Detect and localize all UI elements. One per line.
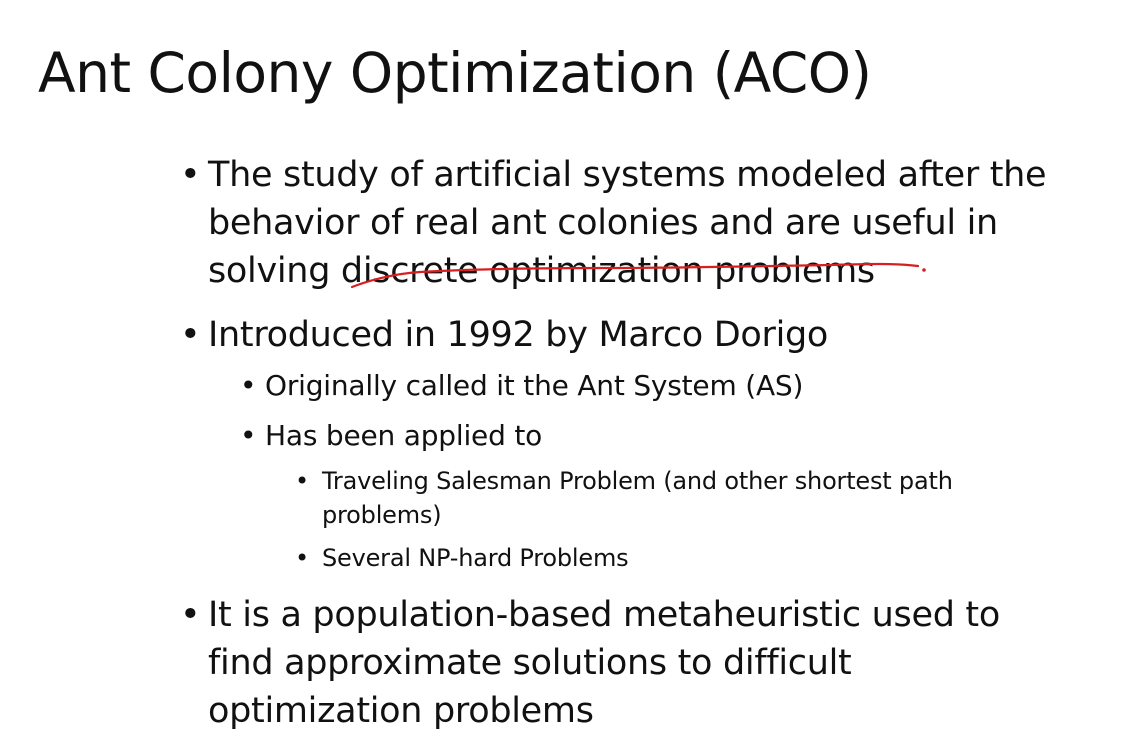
bullet-text-line: solving discrete optimization problems [208,251,875,291]
bullet-text-line: It is a population-based metaheuristic used to [208,595,1000,635]
bullet-text-line: Traveling Salesman Problem (and other shortest path [322,467,953,495]
bullet-text-line: The study of artificial systems modeled after the [208,155,1047,195]
bullet-text-line: Several NP-hard Problems [322,544,629,572]
bullet-text-line: find approximate solutions to difficult [208,643,852,683]
bullet-text-line: behavior of real ant colonies and are useful in [208,203,998,243]
bullet-dot-icon: • [295,544,309,572]
bullet-dot-icon: • [180,155,201,195]
bullet-introduced [180,311,829,359]
bullet-text-line: problems) [322,501,442,529]
bullet-dot-icon: • [240,369,257,402]
bullet-text-line: Has been applied to [265,419,543,452]
sub-bullet-applied-to [240,417,543,455]
bullet-dot-icon: • [180,315,201,355]
bullet-metaheuristic [180,591,1000,735]
bullet-text-line: Originally called it the Ant System (AS) [265,369,804,402]
sub-sub-bullet-tsp [295,464,953,532]
bullet-dot-icon: • [240,419,257,452]
bullet-text-line: optimization problems [208,691,594,731]
sub-sub-bullet-np-hard [295,541,629,575]
bullet-text-line: Introduced in 1992 by Marco Dorigo [208,315,829,355]
sub-bullet-ant-system [240,367,804,405]
bullet-dot-icon: • [295,467,309,495]
bullet-dot-icon: • [180,595,201,635]
slide-title: Ant Colony Optimization (ACO) [38,41,872,105]
bullet-definition [180,151,1047,295]
